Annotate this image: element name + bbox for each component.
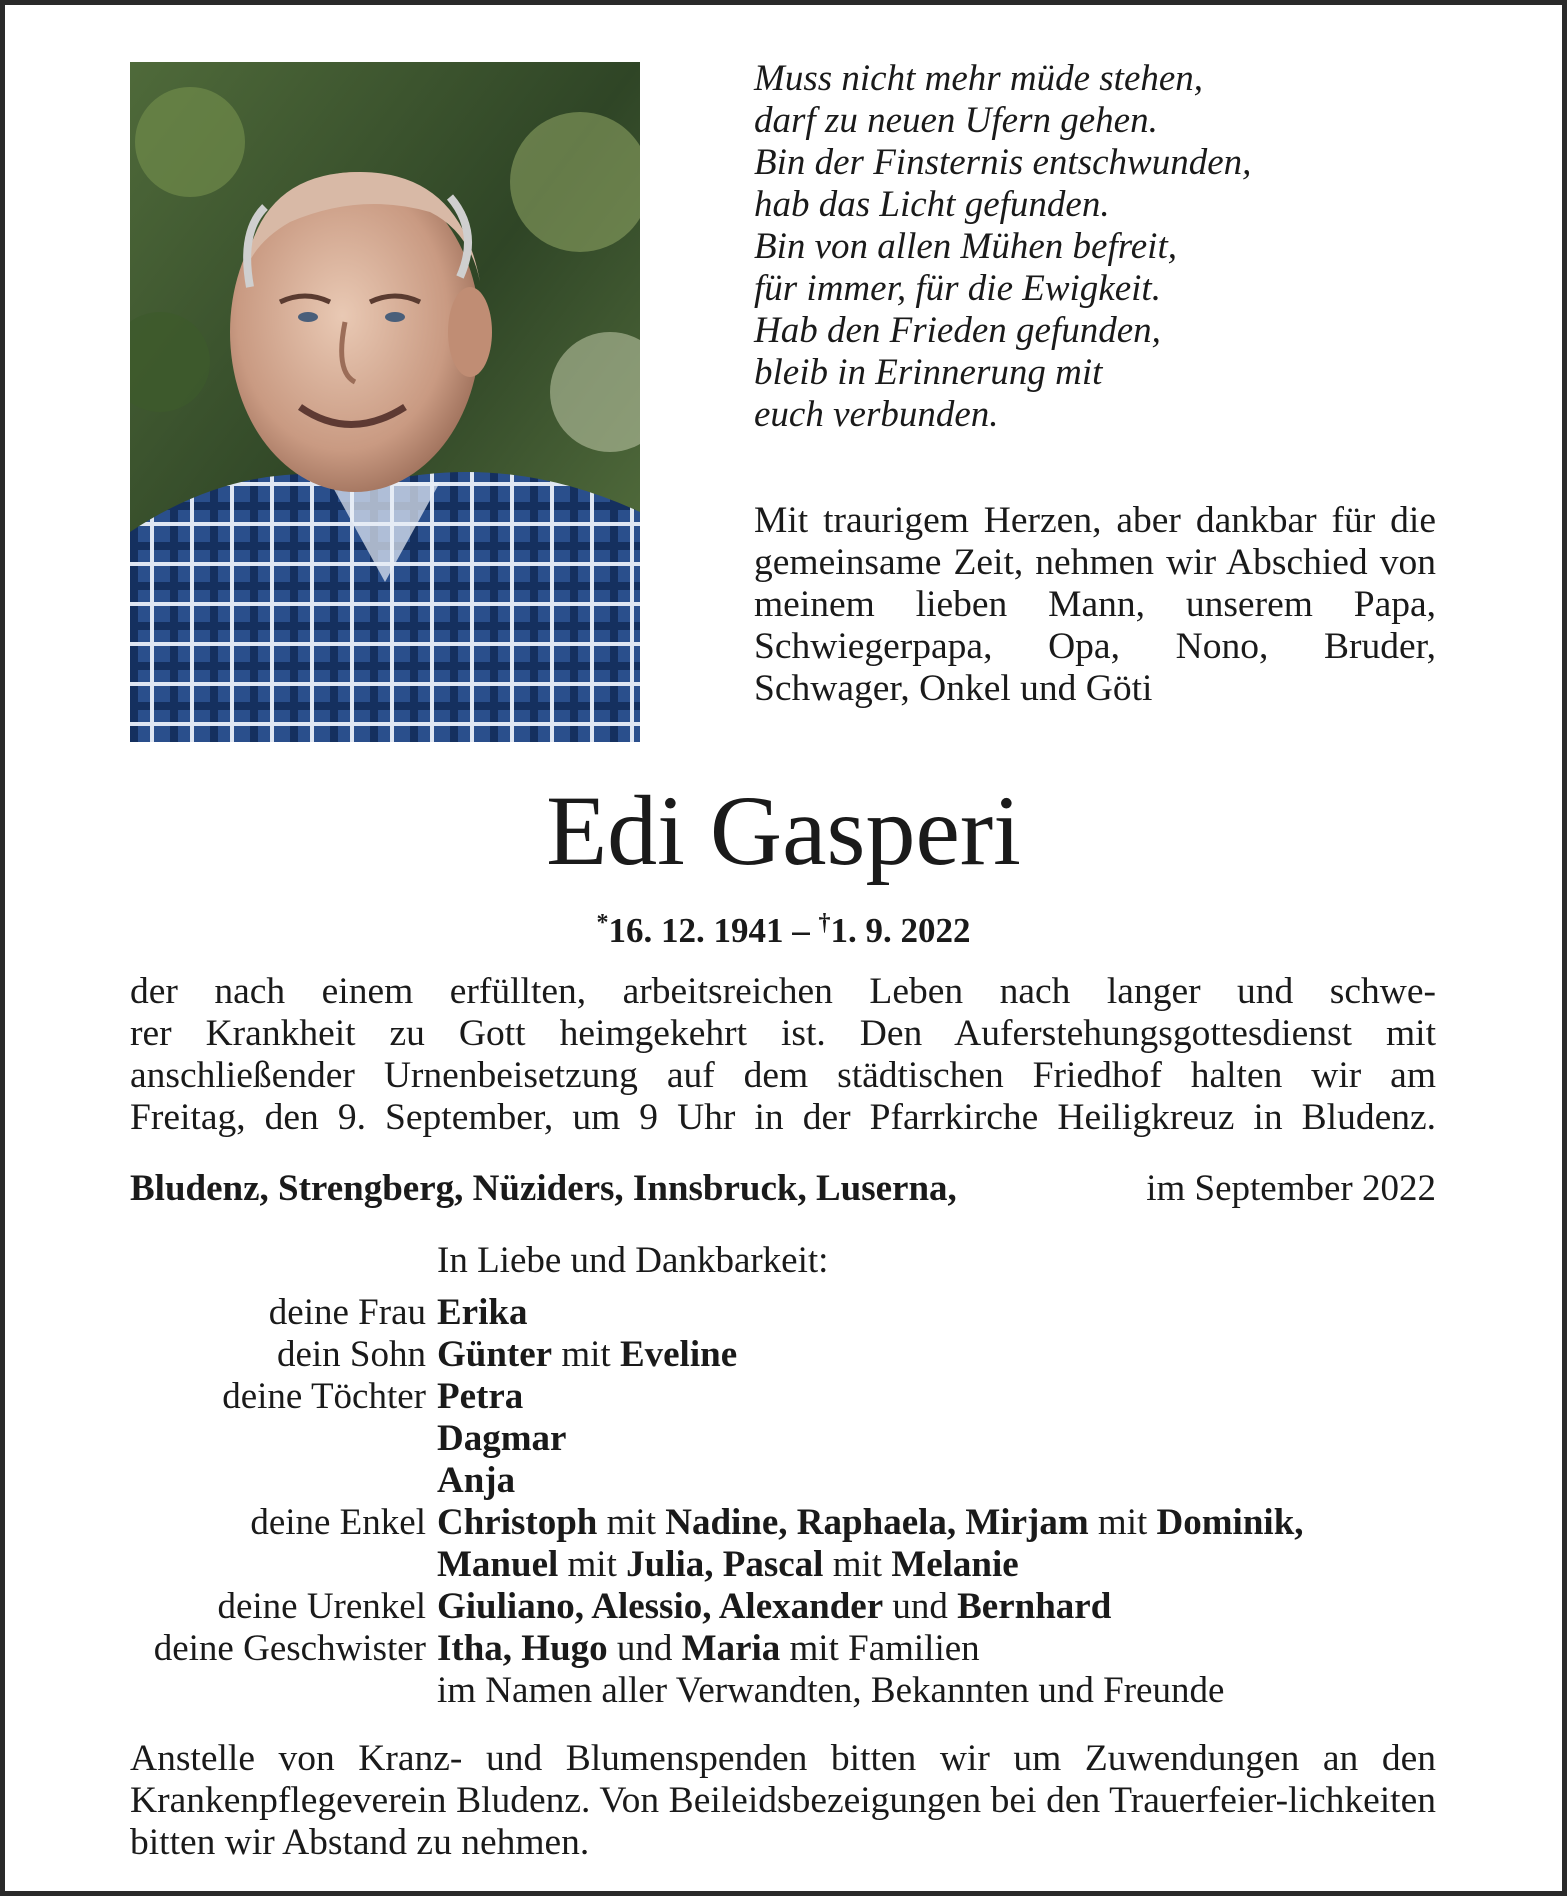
poem-line: hab das Licht gefunden. — [754, 184, 1110, 225]
family-connector: und — [607, 1628, 682, 1669]
life-dates — [0, 902, 1567, 952]
family-row — [100, 1670, 1480, 1712]
family-connector: mit — [552, 1334, 620, 1375]
family-connector: und — [883, 1586, 958, 1627]
portrait-photo-icon — [130, 62, 640, 742]
family-names — [437, 1502, 1304, 1544]
family-connector: mit Familien — [780, 1628, 980, 1669]
body-line: Freitag, den 9. September, um 9 Uhr in der Pfarrkirche Heiligkreuz in Bludenz. — [130, 1097, 1436, 1138]
body-text — [130, 971, 1436, 1139]
family-member-name: Günter — [437, 1334, 553, 1375]
family-row — [100, 1460, 1480, 1502]
family-names — [437, 1376, 523, 1418]
poem-line: euch verbunden. — [754, 394, 999, 435]
family-member-name: Christoph — [437, 1502, 598, 1543]
death-mark: † — [818, 910, 831, 936]
locations: Bludenz, Strengberg, Nüziders, Innsbruck, Luserna, — [130, 1168, 957, 1209]
body-line: anschließender Urnenbeisetzung auf dem städtischen Friedhof halten wir am — [130, 1055, 1436, 1096]
family-row — [100, 1586, 1480, 1628]
family-names — [437, 1418, 566, 1460]
family-row — [100, 1334, 1480, 1376]
poem — [754, 58, 1494, 436]
family-relation: deine Urenkel — [217, 1586, 426, 1627]
family-names — [437, 1460, 515, 1502]
portrait-photo — [130, 62, 640, 742]
family-list — [100, 1292, 1480, 1712]
family-relation — [100, 1418, 437, 1460]
in-liebe-heading: In Liebe und Dankbarkeit: — [437, 1240, 829, 1281]
body-line: der nach einem erfüllten, arbeitsreichen Leben nach langer und schwe- — [130, 971, 1436, 1012]
family-connector: mit — [558, 1544, 627, 1585]
poem-line: bleib in Erinnerung mit — [754, 352, 1103, 393]
family-member-name: Dagmar — [437, 1418, 567, 1459]
family-member-name: Maria — [681, 1628, 781, 1669]
family-names — [437, 1292, 527, 1334]
family-member-name: Petra — [437, 1376, 524, 1417]
family-row — [100, 1544, 1480, 1586]
poem-line: Muss nicht mehr müde stehen, — [754, 58, 1204, 99]
family-relation: deine Töchter — [222, 1376, 426, 1417]
family-member-name: Bernhard — [957, 1586, 1112, 1627]
family-member-name: Giuliano, Alessio, Alexander — [437, 1586, 884, 1627]
family-row — [100, 1418, 1480, 1460]
family-names — [437, 1628, 980, 1670]
birth-date: 16. 12. 1941 — [608, 911, 784, 950]
family-names — [437, 1670, 1224, 1712]
family-member-name: Julia, Pascal — [626, 1544, 824, 1585]
family-connector: mit — [597, 1502, 666, 1543]
family-row — [100, 1502, 1480, 1544]
family-member-name: Itha, Hugo — [437, 1628, 608, 1669]
poem-line: Hab den Frieden gefunden, — [754, 310, 1161, 351]
closing-text: Anstelle von Kranz- und Blumenspenden bitten wir um Zuwendungen an den Krankenpflegeverein Bludenz. Von Beileidsbezeigungen bei den Trauerfeier-lichkeiten bitten wir Abstand zu nehmen. — [130, 1738, 1436, 1863]
death-date: 1. 9. 2022 — [830, 911, 971, 950]
family-row — [100, 1292, 1480, 1334]
family-member-name: Eveline — [619, 1334, 738, 1375]
family-relation: deine Frau — [268, 1292, 426, 1333]
poem-line: Bin der Finsternis entschwunden, — [754, 142, 1252, 183]
place-date-line — [130, 1168, 1436, 1210]
family-member-name: Manuel — [437, 1544, 559, 1585]
family-connector: mit — [1088, 1502, 1157, 1543]
family-member-name: Dominik, — [1156, 1502, 1304, 1543]
family-names — [437, 1544, 1019, 1586]
body-line: rer Krankheit zu Gott heimgekehrt ist. Den Auferstehungsgottesdienst mit — [130, 1013, 1436, 1054]
family-member-name: Nadine, Raphaela, Mirjam — [665, 1502, 1089, 1543]
family-relation — [100, 1460, 437, 1502]
family-names — [437, 1586, 1111, 1628]
poem-line: Bin von allen Mühen befreit, — [754, 226, 1177, 267]
family-relation: dein Sohn — [276, 1334, 426, 1375]
poem-line: darf zu neuen Ufern gehen. — [754, 100, 1158, 141]
intro-text: Mit traurigem Herzen, aber dankbar für die gemeinsame Zeit, nehmen wir Abschied von meinem lieben Mann, unserem Papa, Schwiegerpapa, Opa, Nono, Bruder, Schwager, Onkel und Göti — [754, 500, 1436, 709]
family-member-name: Melanie — [891, 1544, 1019, 1585]
family-row — [100, 1376, 1480, 1418]
family-row — [100, 1628, 1480, 1670]
family-relation — [100, 1544, 437, 1586]
family-relation: deine Enkel — [250, 1502, 426, 1543]
date-separator: – — [783, 911, 819, 950]
family-relation: deine Geschwister — [153, 1628, 426, 1669]
family-connector: im Namen aller Verwandten, Bekannten und Freunde — [437, 1670, 1225, 1711]
family-relation — [100, 1670, 437, 1712]
family-member-name: Erika — [437, 1292, 528, 1333]
deceased-name: Edi Gasperi — [546, 775, 1021, 886]
family-connector: mit — [823, 1544, 892, 1585]
month-year: im September 2022 — [1146, 1168, 1436, 1209]
poem-line: für immer, für die Ewigkeit. — [754, 268, 1161, 309]
family-member-name: Anja — [437, 1460, 516, 1501]
birth-mark: * — [596, 910, 609, 936]
family-names — [437, 1334, 737, 1376]
